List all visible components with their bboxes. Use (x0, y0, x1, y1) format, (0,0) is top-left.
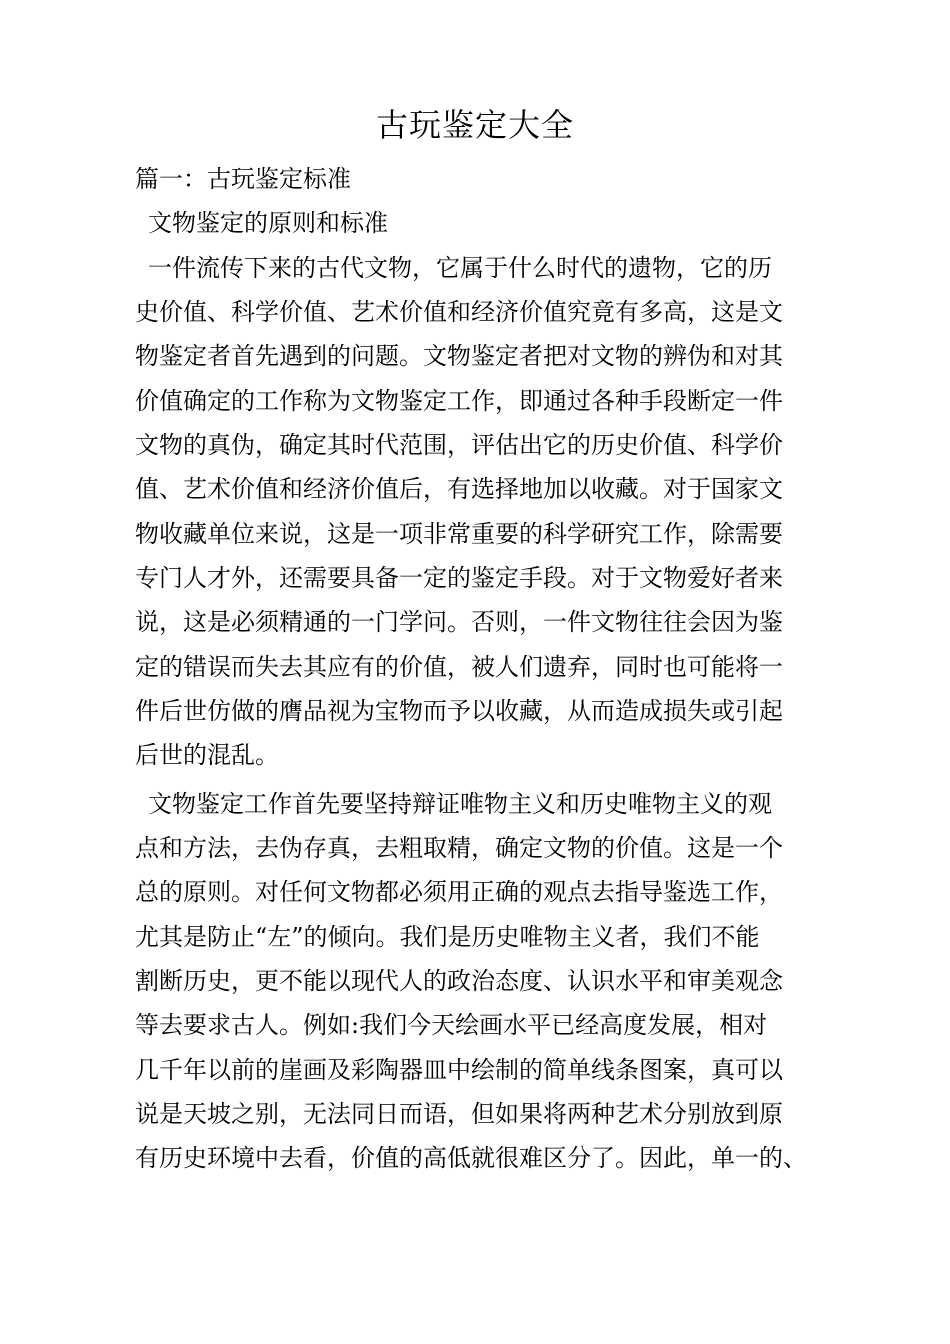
subheading: 文物鉴定的原则和标准 (148, 209, 388, 237)
paragraph-line: 几千年以前的崖画及彩陶器皿中绘制的简单线条图案，真可以 (135, 1056, 783, 1084)
paragraph-line: 物收藏单位来说，这是一项非常重要的科学研究工作，除需要 (135, 520, 783, 548)
paragraph-line: 等去要求古人。例如:我们今天绘画水平已经高度发展，相对 (135, 1011, 768, 1039)
paragraph-line: 物鉴定者首先遇到的问题。文物鉴定者把对文物的辨伪和对其 (135, 342, 783, 370)
paragraph-line: 定的错误而失去其应有的价值，被人们遗弃，同时也可能将一 (135, 653, 783, 681)
paragraph-line: 割断历史，更不能以现代人的政治态度、认识水平和审美观念 (135, 967, 783, 995)
paragraph-line: 总的原则。对任何文物都必须用正确的观点去指导鉴选工作， (135, 878, 783, 906)
document-title: 古玩鉴定大全 (375, 106, 574, 144)
paragraph-line: 文物鉴定工作首先要坚持辩证唯物主义和历史唯物主义的观 (148, 790, 772, 818)
paragraph-line: 有历史环境中去看，价值的高低就很难区分了。因此，单一的、 (135, 1144, 807, 1172)
paragraph-line: 说是天坡之别，无法同日而语，但如果将两种艺术分别放到原 (135, 1100, 783, 1128)
paragraph-line: 一件流传下来的古代文物，它属于什么时代的遗物，它的历 (148, 254, 772, 282)
paragraph-line: 尤其是防止“左”的倾向。我们是历史唯物主义者，我们不能 (135, 923, 760, 951)
paragraph-line: 后世的混乱。 (135, 741, 279, 769)
paragraph-line: 价值确定的工作称为文物鉴定工作，即通过各种手段断定一件 (135, 387, 783, 415)
paragraph-line: 说，这是必须精通的一门学问。否则，一件文物往往会因为鉴 (135, 608, 783, 636)
paragraph-line: 件后世仿做的膺品视为宝物而予以收藏，从而造成损失或引起 (135, 697, 783, 725)
section-heading: 篇一：古玩鉴定标准 (135, 165, 351, 193)
paragraph-line: 点和方法，去伪存真，去粗取精，确定文物的价值。这是一个 (135, 834, 783, 862)
paragraph-line: 文物的真伪，确定其时代范围，评估出它的历史价值、科学价 (135, 431, 783, 459)
paragraph-line: 史价值、科学价值、艺术价值和经济价值究竟有多高，这是文 (135, 298, 783, 326)
paragraph-line: 值、艺术价值和经济价值后，有选择地加以收藏。对于国家文 (135, 475, 783, 503)
paragraph-line: 专门人才外，还需要具备一定的鉴定手段。对于文物爱好者来 (135, 564, 783, 592)
